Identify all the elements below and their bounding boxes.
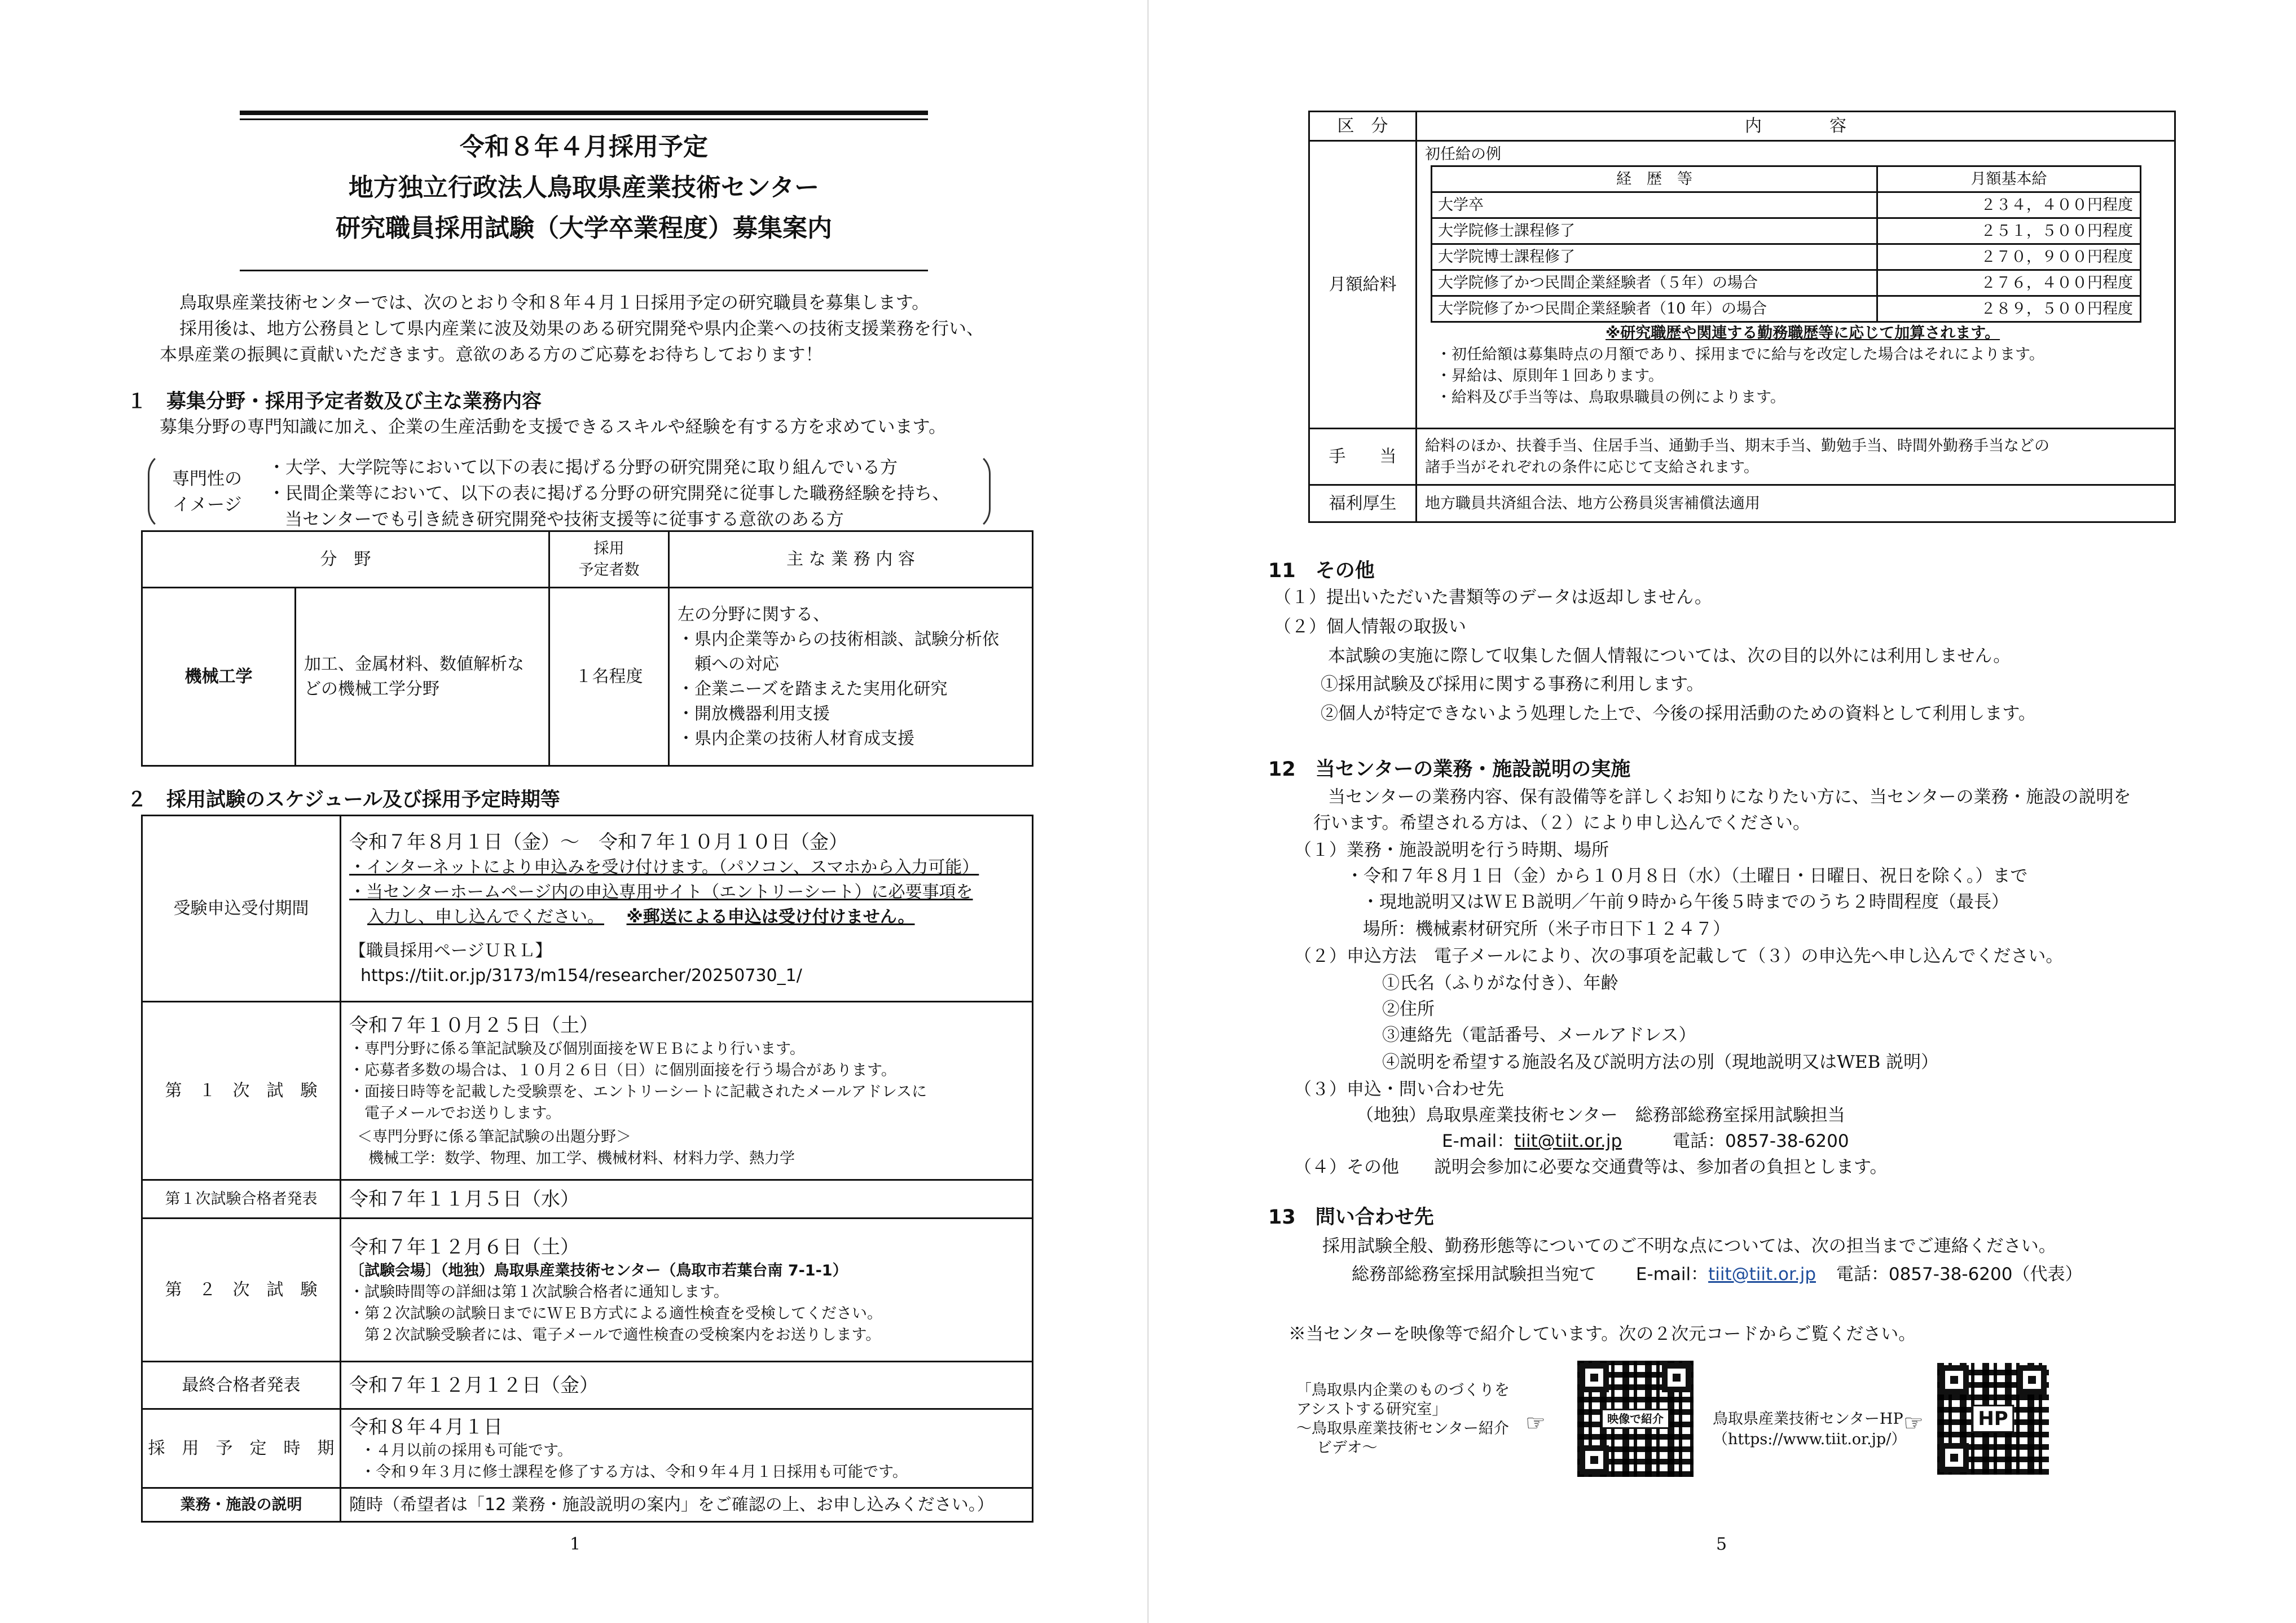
first-exam-date: 令和７年１０月２５日（土） [349,1014,599,1037]
sec12-email-label: E-mail： [1442,1131,1515,1151]
pay-note-2: ・昇給は、原則年１回あります。 [1436,367,1664,385]
apply-line-2: ・当センターホームページ内の申込専用サイト（エントリーシート）に必要事項を [349,882,973,902]
sec11-line-5: ②個人が特定できないよう処理した上で、今後の採用活動のための資料として利用します。 [1321,703,2036,724]
hp-caption-1: 鳥取県産業技術センターHP [1713,1410,1903,1428]
salary-career-2: 大学院修士課程修了 [1432,218,1877,244]
duty-line-6: ・県内企業の技術人材育成支援 [678,728,914,749]
sec11-line-1: （１）提出いただいた書類等のデータは返却しません。 [1274,587,1712,608]
monthly-label: 月額給料 [1309,141,1417,429]
sec12-item3-contact [1442,1128,1849,1154]
title-rule-top [240,111,928,115]
apply-content [341,816,1033,1002]
welfare-text: 地方職員共済組合法、地方公務員災害補償法適用 [1417,485,2175,522]
expertise-label-1: 専門性の [172,469,242,489]
hire-label: 採 用 予 定 時 期 [142,1409,341,1488]
welfare-label: 福利厚生 [1309,485,1417,522]
second-exam-date: 令和７年１２月６日（土） [349,1235,579,1259]
salary-career-3: 大学院博士課程修了 [1432,244,1877,270]
second-exam-venue: 〔試験会場〕（地独）鳥取県産業技術センター（鳥取市若葉台南 7-1-1） [349,1261,848,1279]
second-exam-line-1: ・試験時間等の詳細は第１次試験合格者に通知します。 [349,1283,729,1301]
video-caption-4: ビデオ～ [1317,1439,1378,1457]
first-exam-note-body: 機械工学：数学、物理、加工学、機械材料、材料力学、熱力学 [368,1149,795,1167]
video-caption-1: 「鳥取県内企業のものづくりを [1296,1382,1510,1399]
salary-head-amount: 月額基本給 [1877,166,2141,192]
allowance-label: 手 当 [1309,429,1417,485]
explain-text: 随時（希望者は「12 業務・施設説明の案内」をご確認の上、お申し込みください。） [341,1488,1033,1522]
qr-corner-icon [2017,1365,2047,1395]
expertise-item-1: ・大学、大学院等において以下の表に掲げる分野の研究開発に取り組んでいる方 [268,458,898,478]
final-pass-date: 令和７年１２月１２日（金） [341,1362,1033,1409]
sec12-item1-b: ・現地説明又はＷＥＢ説明／午前９時から午後５時までのうち２時間程度（最長） [1362,892,2009,912]
qr-corner-icon [1580,1363,1609,1392]
title-block [240,129,928,258]
pay-head-category: 区 分 [1309,112,1417,141]
sec11-line-2: （２）個人情報の取扱い [1274,617,1466,637]
sec12-item2-list-3: ③連絡先（電話番号、メールアドレス） [1382,1025,1696,1045]
explain-label: 業務・施設の説明 [142,1488,341,1522]
final-pass-label: 最終合格者発表 [142,1362,341,1409]
sec11-line-4: ①採用試験及び採用に関する事務に利用します。 [1321,674,1704,694]
bonus-note: ※研究職歴や関連する勤務職歴等に応じて加算されます。 [1606,324,2000,342]
apply-line-3a: 入力し、申し込んでください。 [367,907,604,927]
sec12-email[interactable]: tiit@tiit.or.jp [1514,1131,1622,1151]
intro-line-1: 鳥取県産業技術センターでは、次のとおり令和８年４月１日採用予定の研究職員を募集します。 [179,293,930,313]
salary-table [1431,165,2141,323]
field-table [141,530,1033,767]
pay-note-3: ・給料及び手当等は、鳥取県職員の例によります。 [1436,389,1785,406]
count-head [549,531,669,588]
monthly-content [1417,141,2175,429]
title-line-2: 地方独立行政法人鳥取県産業技術センター [348,173,820,202]
second-exam-line-3: 第２次試験受験者には、電子メールで適性検査の受検案内をお送りします。 [349,1326,881,1344]
hire-line-2: ・令和９年３月に修士課程を修了する方は、令和９年４月１日採用も可能です。 [360,1463,908,1481]
sec1-heading: １ 募集分野・採用予定者数及び主な業務内容 [127,390,542,413]
qr-corner-icon [1580,1445,1609,1475]
apply-url[interactable]: https://tiit.or.jp/3173/m154/researcher/20250730_1/ [360,965,802,986]
qr-corner-icon [1939,1365,1969,1395]
sec13-tel: 電話：0857-38-6200（代表） [1836,1264,2083,1285]
field-count: １名程度 [549,588,669,766]
field-head: 分 野 [142,531,549,588]
sec12-item1-c: 場所：機械素材研究所（米子市日下１２４７） [1363,919,1730,939]
qr-intro: ※当センターを映像等で紹介しています。次の２次元コードからご覧ください。 [1288,1324,1916,1344]
sec12-item3-org: （地独）鳥取県産業技術センター 総務部総務室採用試験担当 [1356,1105,1845,1125]
pay-note-1: ・初任給額は募集時点の月額であり、採用までに給与を改定した場合はそれによります。 [1436,346,2044,363]
sec11-line-3: 本試験の実施に際して収集した個人情報については、次の目的以外には利用しません。 [1328,646,2011,666]
field-desc-2: どの機械工学分野 [304,679,439,699]
field-name: 機械工学 [142,588,296,766]
sec13-org: 総務部総務室採用試験担当宛て [1352,1264,1596,1285]
sec12-item3: （３）申込・問い合わせ先 [1294,1079,1504,1099]
first-exam-label: 第 １ 次 試 験 [142,1002,341,1180]
qr-corner-icon [1662,1363,1691,1392]
title-rule-top-thin [240,118,928,120]
sec12-item1: （１）業務・施設説明を行う時期、場所 [1294,840,1609,860]
second-exam-label: 第 ２ 次 試 験 [142,1219,341,1362]
qr2-label: HP [1972,1405,2014,1433]
first-exam-line-2: ・応募者多数の場合は、１０月２６日（日）に個別面接を行う場合があります。 [349,1061,896,1079]
sec12-item2-list-1: ①氏名（ふりがな付き）、年齢 [1382,973,1618,993]
first-exam-line-4: 電子メールでお送りします。 [349,1104,561,1122]
title-line-1: 令和８年４月採用予定 [460,133,708,161]
first-exam-content [341,1002,1033,1180]
first-exam-line-3: ・面接日時等を記載した受験票を、エントリーシートに記載されたメールアドレスに [349,1083,927,1101]
intro-line-2: 採用後は、地方公務員として県内産業に波及効果のある研究開発や県内企業への技術支援業務を行い、 [179,319,984,339]
hire-date: 令和８年４月１日 [349,1415,503,1439]
salary-career-1: 大学卒 [1432,192,1877,218]
title-rule-bottom [240,270,928,271]
sec11-heading: 11 その他 [1268,560,1375,582]
video-caption-2: アシストする研究室」 [1296,1401,1448,1418]
count-head-2: 予定者数 [578,561,640,579]
hire-content [341,1409,1033,1488]
second-exam-content [341,1219,1033,1362]
sec12-item2-list-2: ②住所 [1382,999,1435,1019]
first-exam-line-1: ・専門分野に係る筆記試験及び個別面接をＷＥＢにより行います。 [349,1040,805,1058]
allowance-line-1: 給料のほか、扶養手当、住居手当、通勤手当、期末手当、勤勉手当、時間外勤務手当などの [1425,437,2049,455]
intro-line-3: 本県産業の振興に貢献いただきます。意欲のある方のご応募をお待ちしております！ [160,345,823,365]
sec13-email-label: E-mail： [1635,1264,1709,1285]
salary-career-4: 大学院修了かつ民間企業経験者（５年）の場合 [1432,270,1877,296]
sec13-line-1: 採用試験全般、勤務形態等についてのご不明な点については、次の担当までご連絡ください。 [1322,1236,2056,1256]
salary-career-5: 大学院修了かつ民間企業経験者（10 年）の場合 [1432,296,1877,322]
sec13-heading: 13 問い合わせ先 [1268,1206,1434,1229]
duty-line-5: ・開放機器利用支援 [678,703,830,724]
sec12-intro-1: 当センターの業務内容、保有設備等を詳しくお知りになりたい方に、当センターの業務・施設の説明を [1328,787,2131,807]
sec12-item1-a: ・令和７年８月１日（金）から１０月８日（水）（土曜日・日曜日、祝日を除く。）まで [1346,866,2028,886]
pay-table [1308,111,2176,523]
title-line-3: 研究職員採用試験（大学卒業程度）募集案内 [336,214,832,243]
apply-date: 令和７年８月１日（金）～ 令和７年１０月１０日（金） [349,830,848,854]
qr1-label: 映像で紹介 [1601,1409,1670,1429]
count-head-1: 採用 [593,539,624,557]
apply-label: 受験申込受付期間 [142,816,341,1002]
second-exam-line-2: ・第２次試験の試験日までにＷＥＢ方式による適性検査を受検してください。 [349,1304,882,1322]
page-right [1149,0,2296,1623]
expertise-label-2: イメージ [172,495,242,515]
duties-head: 主 な 業 務 内 容 [669,531,1033,588]
hp-caption-2: （https://www.tiit.or.jp/） [1713,1431,1907,1448]
sec12-item2: （２）申込方法 電子メールにより、次の事項を記載して（３）の申込先へ申し込んでください。 [1294,946,2064,966]
page-number-left: 1 [570,1534,581,1554]
sec12-tel: 電話：0857-38-6200 [1673,1131,1849,1151]
apply-line-3 [349,905,1024,930]
page-number-right: 5 [1716,1534,1727,1554]
sec13-line-2 [1352,1261,2082,1287]
salary-head-career: 経 歴 等 [1432,166,1877,192]
apply-no-mail: ※郵送による申込は受け付けません。 [626,907,915,927]
allowance-line-2: 諸手当がそれぞれの条件に応じて支給されます。 [1425,458,1759,476]
field-desc [296,588,549,766]
video-caption-3: ～鳥取県産業技術センター紹介 [1296,1420,1509,1437]
sec12-heading: 12 当センターの業務・施設説明の実施 [1268,758,1631,781]
expertise-item-3: 当センターでも引き続き研究開発や技術支援等に従事する意欲のある方 [285,509,844,530]
pointing-hand-icon: ☞ [1903,1410,1924,1436]
hp-caption [1713,1409,1906,1450]
salary-amount-4: ２７６，４００円程度 [1877,270,2141,296]
duty-line-3: 頼への対応 [678,654,779,674]
first-exam-note-title: ＜専門分野に係る筆記試験の出題分野＞ [357,1128,631,1146]
salary-amount-1: ２３４，４００円程度 [1877,192,2141,218]
first-pass-label: 第１次試験合格者発表 [142,1180,341,1219]
expertise-item-2: ・民間企業等において、以下の表に掲げる分野の研究開発に従事した職務経験を持ち、 [268,483,950,504]
schedule-table [141,815,1033,1523]
field-desc-1: 加工、金属材料、数値解析な [304,654,524,674]
salary-amount-5: ２８９，５００円程度 [1877,296,2141,322]
qr-corner-icon [1939,1443,1969,1472]
sec13-email[interactable]: tiit@tiit.or.jp [1708,1264,1816,1285]
hire-line-1: ・４月以前の採用も可能です。 [360,1441,573,1459]
pay-head-content: 内 容 [1417,112,2175,141]
sec12-intro-2: 行います。希望される方は、（２）により申し込んでください。 [1313,813,1811,833]
field-duties [669,588,1033,766]
sec2-heading: ２ 採用試験のスケジュール及び採用予定時期等 [127,789,560,811]
allowance-content [1417,429,2175,485]
salary-amount-3: ２７０，９００円程度 [1877,244,2141,270]
sec1-lead: 募集分野の専門知識に加え、企業の生産活動を支援できるスキルや経験を有する方を求めています。 [160,417,947,437]
video-qr-code[interactable] [1577,1361,1694,1477]
expertise-label [172,466,242,518]
pointing-hand-icon: ☞ [1525,1410,1546,1436]
sec12-item2-list-4: ④説明を希望する施設名及び説明方法の別（現地説明又はWEB 説明） [1382,1052,1939,1072]
sec12-item4: （４）その他 説明会参加に必要な交通費等は、参加者の負担とします。 [1294,1157,1888,1177]
first-pass-date: 令和７年１１月５日（水） [341,1180,1033,1219]
salary-amount-2: ２５１，５００円程度 [1877,218,2141,244]
apply-url-label: 【職員採用ページＵＲＬ】 [349,940,552,961]
duty-line-1: 左の分野に関する、 [678,604,830,624]
apply-line-1: ・インターネットにより申込みを受け付けます。（パソコン、スマホから入力可能） [349,857,979,877]
duty-line-4: ・企業ニーズを踏まえた実用化研究 [678,679,948,699]
hp-qr-code[interactable] [1937,1363,2049,1475]
video-caption [1296,1381,1510,1458]
duty-line-2: ・県内企業等からの技術相談、試験分析依 [678,629,999,649]
initial-example: 初任給の例 [1425,146,1501,163]
page-left [0,0,1147,1623]
